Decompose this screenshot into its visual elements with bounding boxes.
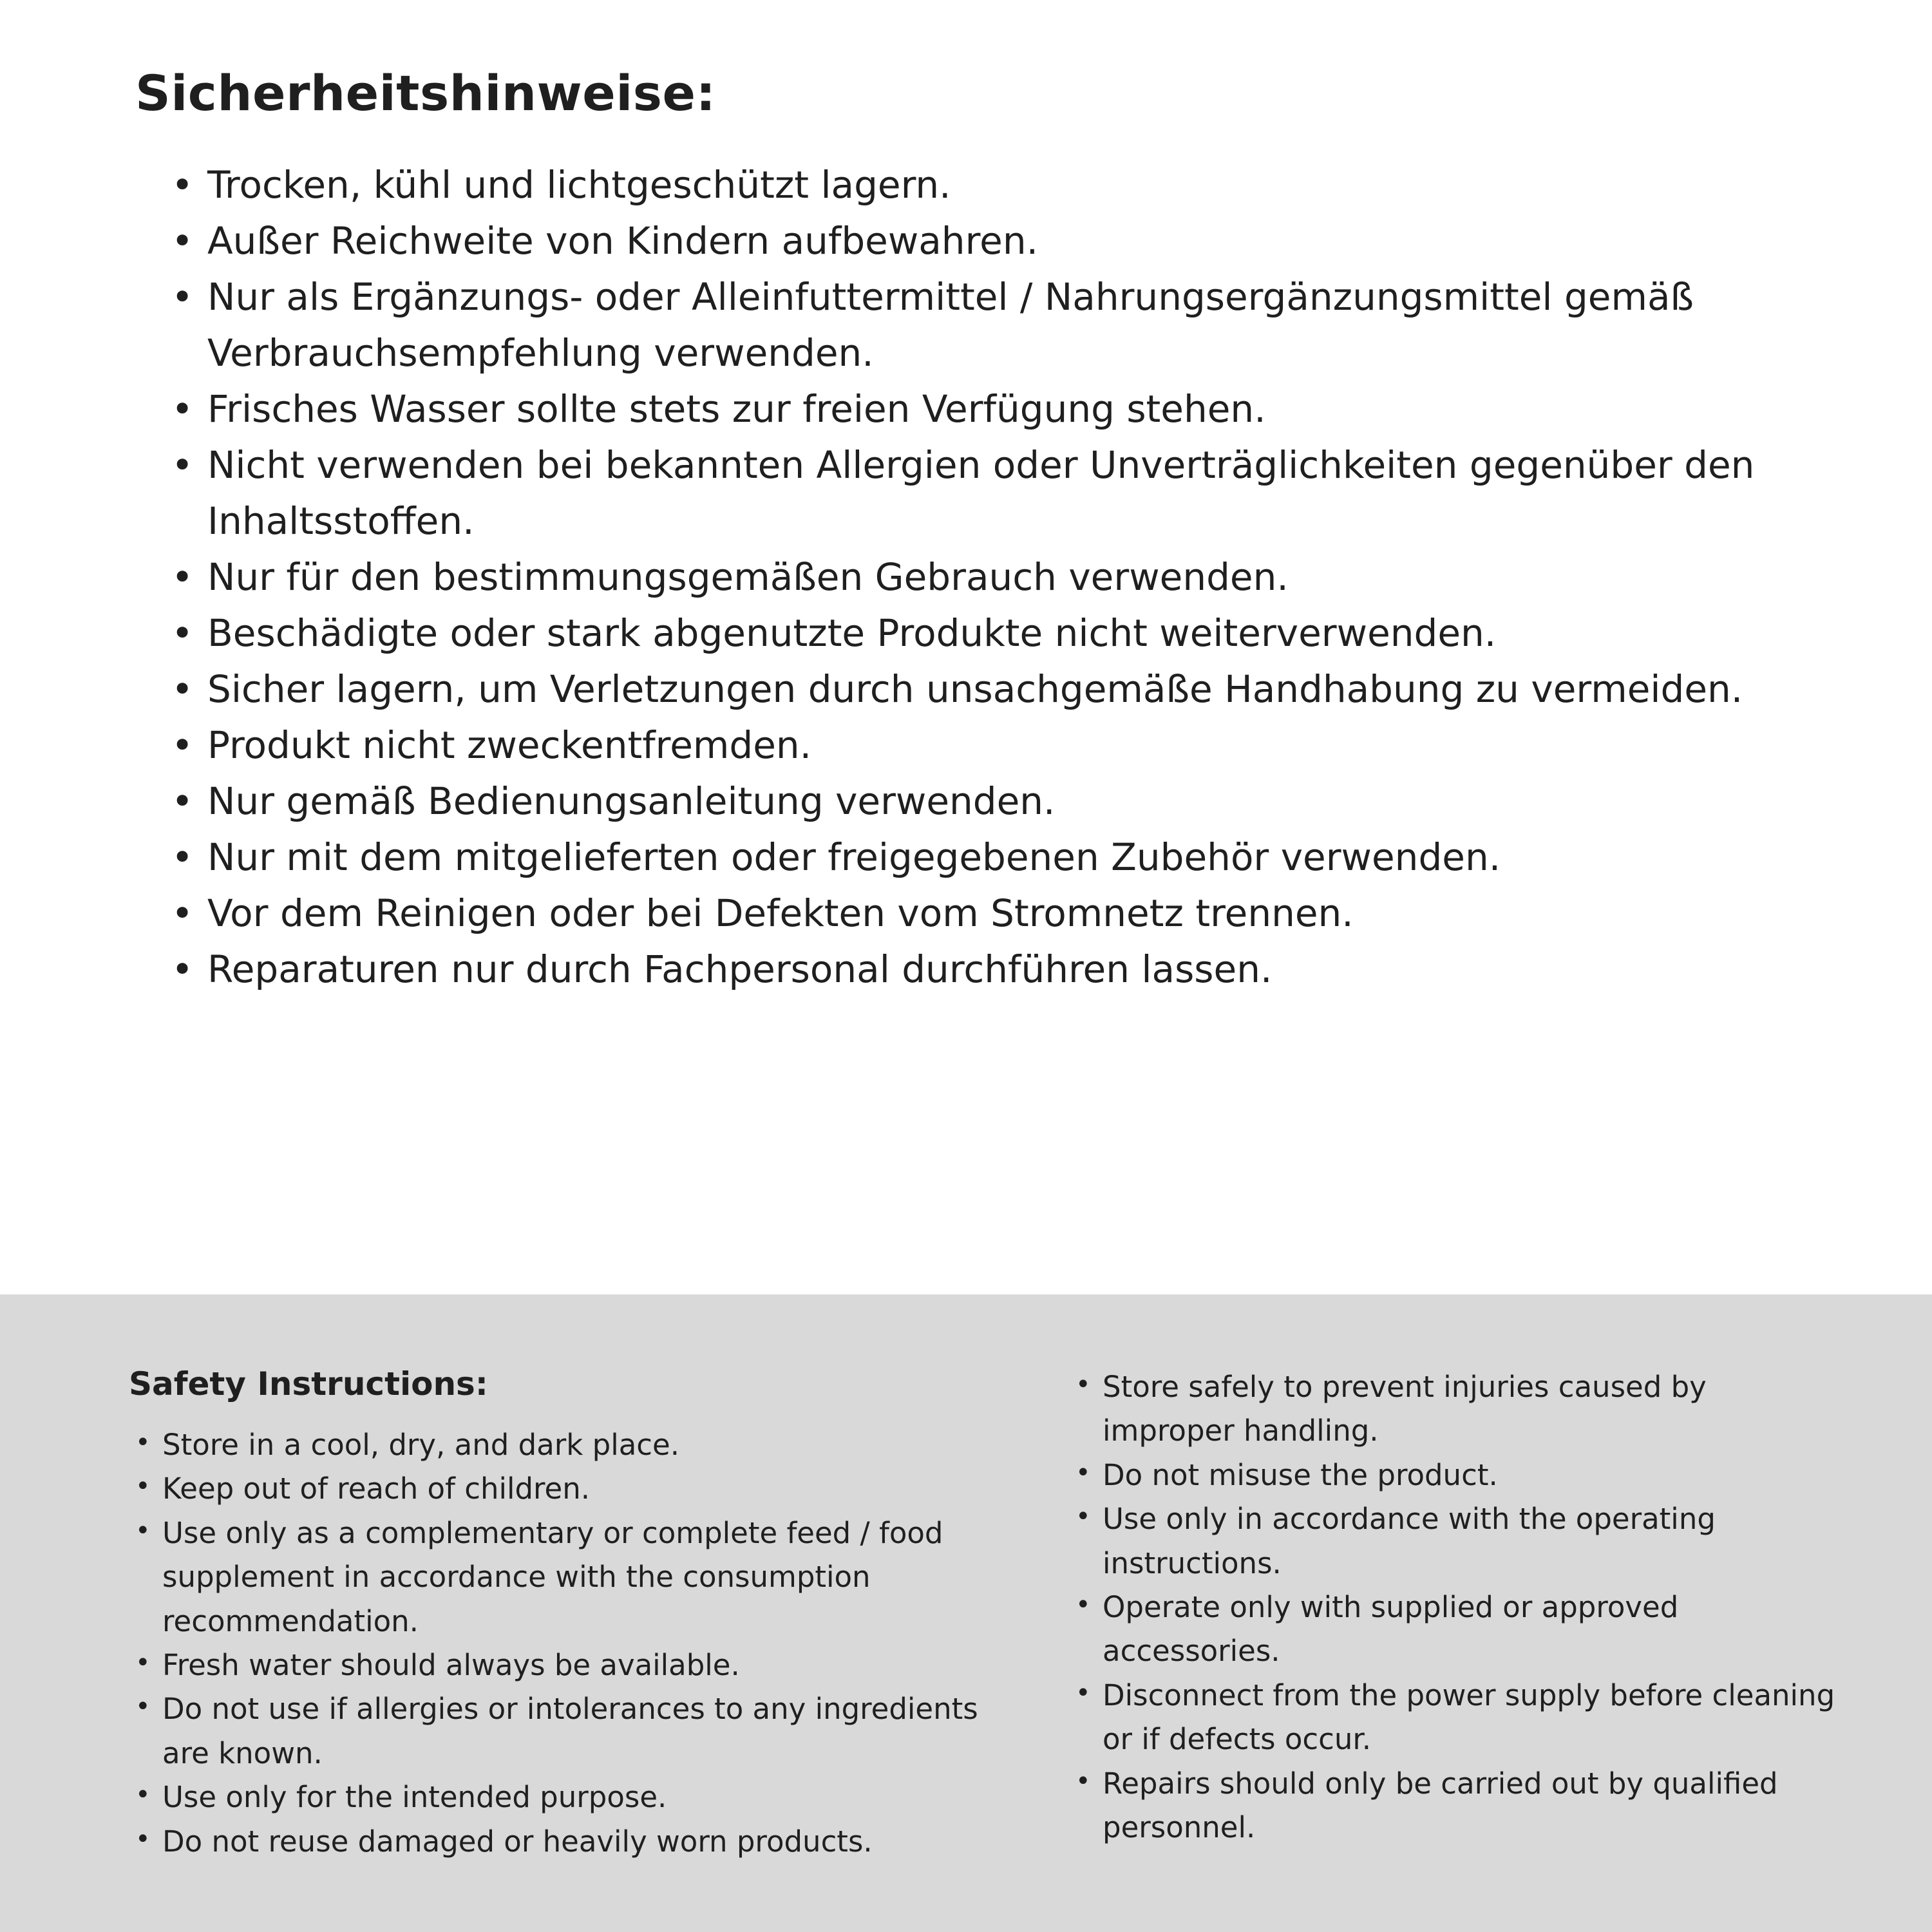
list-item: • Produkt nicht zweckentfremden. — [167, 717, 1816, 773]
list-item: • Nur gemäß Bedienungsanleitung verwenden. — [167, 773, 1816, 829]
english-safety-list-left — [129, 1423, 985, 1864]
list-item: • Do not misuse the product. — [1069, 1454, 1835, 1497]
list-item: • Store in a cool, dry, and dark place. — [129, 1423, 985, 1467]
list-item: • Disconnect from the power supply before cleaning or if defects occur. — [1069, 1674, 1835, 1762]
german-section-title: Sicherheitshinweise: — [135, 64, 716, 122]
list-item: • Store safely to prevent injuries caused by improper handling. — [1069, 1365, 1835, 1454]
english-right-column — [1069, 1365, 1835, 1893]
list-item: • Trocken, kühl und lichtgeschützt lagern. — [167, 157, 1816, 213]
list-item: • Do not use if allergies or intolerances to any ingredients are known. — [129, 1687, 985, 1776]
list-item: • Keep out of reach of children. — [129, 1467, 985, 1511]
list-item: • Nur mit dem mitgelieferten oder freigegebenen Zubehör verwenden. — [167, 829, 1816, 886]
list-item: • Use only for the intended purpose. — [129, 1776, 985, 1819]
list-item: • Fresh water should always be available. — [129, 1643, 985, 1687]
list-item: • Nicht verwenden bei bekannten Allergien oder Unverträglichkeiten gegenüber den Inhaltsstoffen. — [167, 437, 1816, 549]
list-item: • Use only in accordance with the operating instructions. — [1069, 1497, 1835, 1586]
list-item: • Use only as a complementary or complete feed / food supplement in accordance with the consumption recommendation. — [129, 1511, 985, 1643]
list-item: • Nur als Ergänzungs- oder Alleinfuttermittel / Nahrungsergänzungsmittel gemäß Verbrauchsempfehlung verwenden. — [167, 269, 1816, 381]
english-safety-list-right — [1069, 1365, 1835, 1850]
list-item: • Außer Reichweite von Kindern aufbewahren. — [167, 213, 1816, 269]
english-section — [0, 1294, 1932, 1932]
list-item: • Sicher lagern, um Verletzungen durch unsachgemäße Handhabung zu vermeiden. — [167, 661, 1816, 717]
list-item: • Reparaturen nur durch Fachpersonal durchführen lassen. — [167, 942, 1816, 998]
german-safety-list — [167, 157, 1816, 998]
list-item: • Operate only with supplied or approved accessories. — [1069, 1586, 1835, 1674]
list-item: • Vor dem Reinigen oder bei Defekten vom Stromnetz trennen. — [167, 886, 1816, 942]
list-item: • Nur für den bestimmungsgemäßen Gebrauch verwenden. — [167, 549, 1816, 605]
english-left-column — [129, 1365, 985, 1893]
list-item: • Beschädigte oder stark abgenutzte Produkte nicht weiterverwenden. — [167, 605, 1816, 661]
list-item: • Do not reuse damaged or heavily worn products. — [129, 1820, 985, 1864]
list-item: • Repairs should only be carried out by qualified personnel. — [1069, 1762, 1835, 1850]
list-item: • Frisches Wasser sollte stets zur freien Verfügung stehen. — [167, 381, 1816, 437]
english-section-title: Safety Instructions: — [129, 1365, 488, 1403]
